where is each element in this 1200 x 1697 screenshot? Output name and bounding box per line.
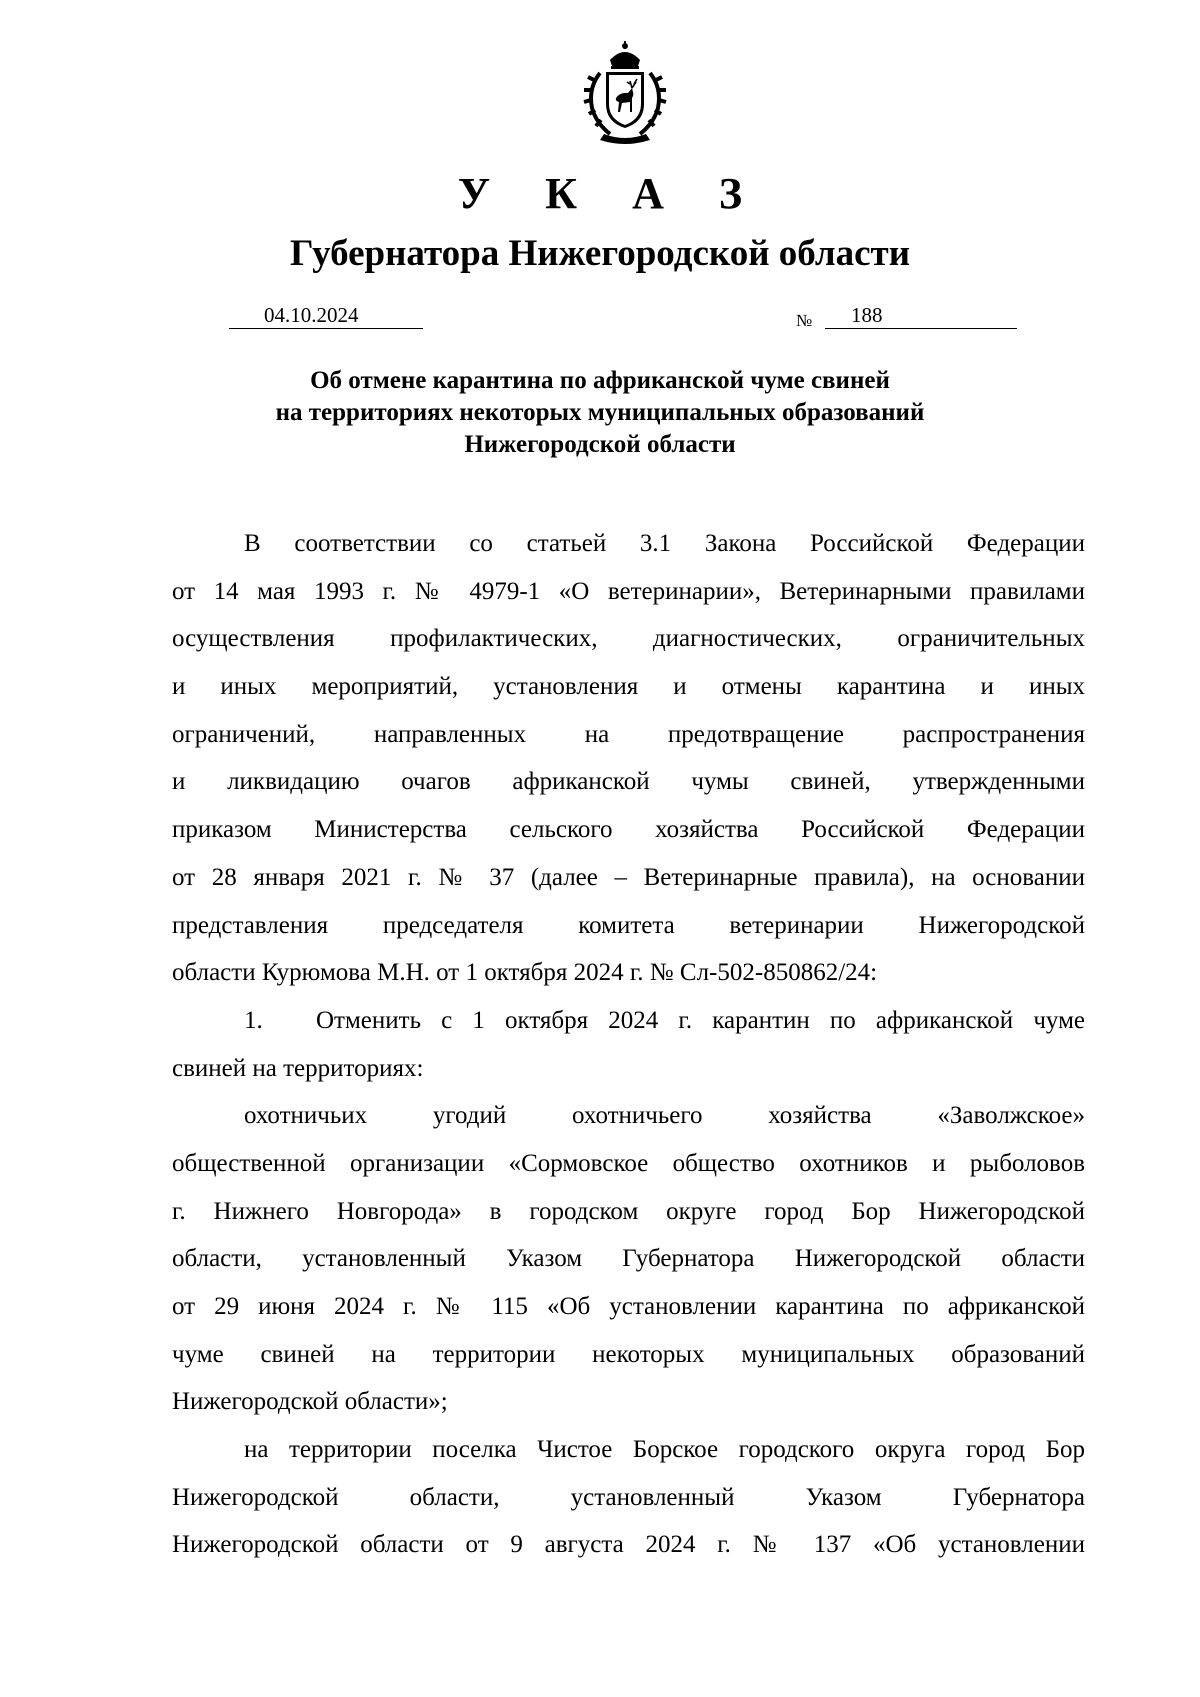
- document-subject: [0, 365, 1200, 461]
- body-line: Нижегородской области»;: [172, 1388, 448, 1416]
- body-line: общественной организации «Сормовское общество охотников и рыболовов: [172, 1149, 1085, 1177]
- body-line: на территории поселка Чистое Борское городского округа город Бор: [244, 1436, 1085, 1464]
- body-line: и ликвидацию очагов африканской чумы свиней, утвержденными: [172, 768, 1085, 796]
- nizhny-novgorod-coat-of-arms-icon: [570, 38, 680, 148]
- document-number: 188: [825, 302, 1017, 329]
- body-line: г. Нижнего Новгорода» в городском округе город Бор Нижегородской: [172, 1197, 1085, 1225]
- list-item-1: [172, 997, 1085, 1045]
- number-label: №: [796, 311, 813, 330]
- body-line: Отменить с 1 октября 2024 г. карантин по африканской чуме: [316, 1006, 1085, 1034]
- body-line: области Курюмова М.Н. от 1 октября 2024 г. № Сл-502-850862/24:: [172, 959, 878, 987]
- body-line: В соответствии со статьей 3.1 Закона Российской Федерации: [244, 530, 1085, 557]
- document-date: 04.10.2024: [229, 302, 423, 329]
- body-line: чуме свиней на территории некоторых муниципальных образований: [172, 1340, 1085, 1368]
- body-line: области, установленный Указом Губернатора Нижегородской области: [172, 1245, 1085, 1273]
- issuer-title: Губернатора Нижегородской области: [289, 233, 911, 274]
- document-type-title: У К А З: [457, 169, 765, 218]
- body-line: от 29 июня 2024 г. № 115 «Об установлении карантина по африканской: [172, 1293, 1085, 1320]
- subject-line: Нижегородской области: [464, 431, 736, 458]
- body-line: осуществления профилактических, диагностических, ограничительных: [172, 625, 1085, 653]
- body-line: от 14 мая 1993 г. № 4979-1 «О ветеринарии», Ветеринарными правилами: [172, 577, 1085, 605]
- body-line: приказом Министерства сельского хозяйства Российской Федерации: [172, 816, 1085, 844]
- body-line: Нижегородской области от 9 августа 2024 г. № 137 «Об установлении: [172, 1531, 1085, 1559]
- body-line: от 28 января 2021 г. № 37 (далее – Ветеринарные правила), на основании: [172, 863, 1085, 891]
- subject-line: Об отмене карантина по африканской чуме свиней: [310, 367, 890, 394]
- body-line: свиней на территориях:: [172, 1054, 424, 1082]
- body-line: Нижегородской области, установленный Указом Губернатора: [172, 1483, 1085, 1511]
- body-line: и иных мероприятий, установления и отмены карантина и иных: [172, 673, 1085, 701]
- body-line: ограничений, направленных на предотвращение распространения: [172, 720, 1085, 748]
- body-line: охотничьих угодий охотничьего хозяйства «Заволжское»: [244, 1102, 1085, 1130]
- list-item-number: 1.: [244, 1006, 263, 1034]
- document-body: [172, 520, 1085, 1569]
- subject-line: на территориях некоторых муниципальных образований: [275, 399, 925, 426]
- body-line: представления председателя комитета ветеринарии Нижегородской: [172, 911, 1085, 939]
